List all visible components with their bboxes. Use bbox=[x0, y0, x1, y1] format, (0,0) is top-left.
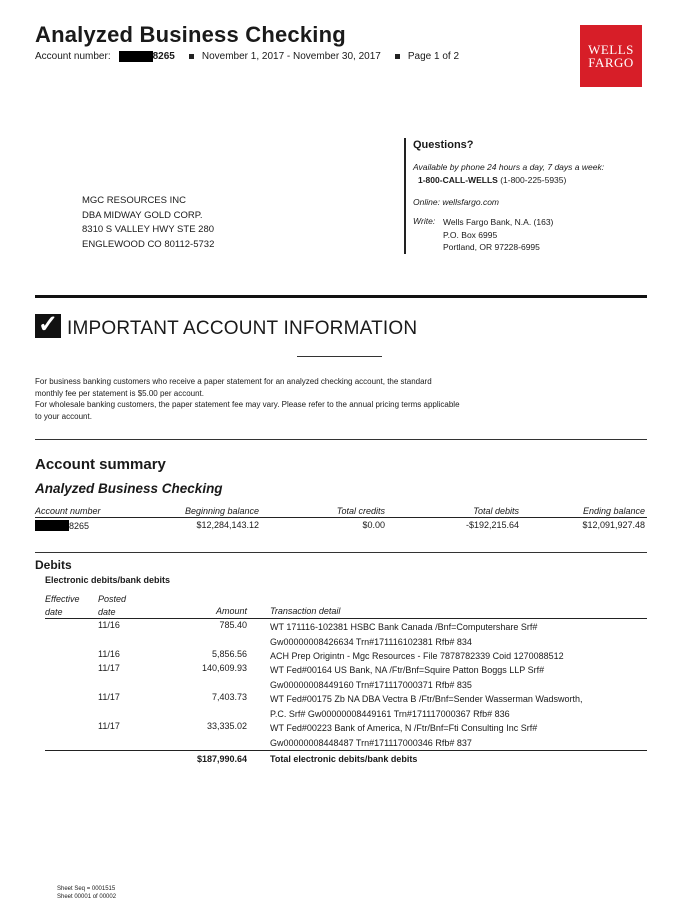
divider bbox=[35, 552, 647, 553]
amount: 7,403.73 bbox=[211, 692, 247, 702]
write-label: Write: bbox=[413, 216, 436, 226]
info-line: to your account. bbox=[35, 411, 92, 421]
write-line: Wells Fargo Bank, N.A. (163) bbox=[443, 217, 554, 227]
detail-line: Gw00000008449160 Trn#171117000371 Rfb# 835 bbox=[270, 679, 472, 690]
sheet-count: Sheet 00001 of 00002 bbox=[57, 893, 117, 900]
total-amount: $187,990.64 bbox=[196, 754, 247, 764]
summary-ending: $12,091,927.48 bbox=[582, 520, 645, 530]
debits-table bbox=[45, 592, 647, 765]
info-line: monthly fee per statement is $5.00 per account. bbox=[35, 388, 204, 398]
header-beginning-balance: Beginning balance bbox=[184, 506, 259, 516]
table-row bbox=[45, 721, 647, 750]
phone-number: (1-800-225-5935) bbox=[500, 175, 567, 185]
amount: 33,335.02 bbox=[206, 721, 247, 731]
detail-line: Gw00000008448487 Trn#171117000346 Rfb# 837 bbox=[270, 737, 472, 748]
posted-date: 11/16 bbox=[98, 649, 120, 659]
header-account-number: Account number bbox=[35, 506, 101, 516]
summary-beginning: $12,284,143.12 bbox=[196, 520, 259, 530]
summary-account-suffix: 8265 bbox=[69, 521, 90, 531]
info-line: For business banking customers who receive a paper statement for an analyzed checking account, the standard bbox=[35, 377, 432, 386]
debits-table-header bbox=[45, 592, 647, 619]
table-row bbox=[45, 620, 647, 649]
detail-line: ACH Prep Origintn - Mgc Resources - File 7878782339 Coid 1270088512 bbox=[270, 651, 564, 661]
header-transaction-detail: Transaction detail bbox=[270, 606, 341, 616]
amount: 5,856.56 bbox=[211, 649, 247, 659]
posted-date: 11/17 bbox=[98, 692, 120, 702]
amount: 140,609.93 bbox=[201, 663, 247, 673]
debits-subtitle: Electronic debits/bank debits bbox=[45, 575, 171, 585]
logo-line1: WELLS bbox=[588, 42, 634, 57]
header-total-debits: Total debits bbox=[473, 506, 519, 516]
table-row bbox=[45, 663, 647, 692]
questions-title: Questions? bbox=[413, 139, 474, 151]
mailing-address bbox=[82, 194, 214, 252]
summary-account bbox=[35, 520, 89, 531]
header-posted-date: Posted date bbox=[98, 594, 127, 617]
detail-line: WT Fed#00164 US Bank, NA /Ftr/Bnf=Squire Patton Boggs LLP Srf# bbox=[270, 665, 545, 675]
questions-online bbox=[413, 197, 663, 207]
address-line: MGC RESOURCES INC bbox=[82, 195, 186, 206]
account-summary-subtitle: Analyzed Business Checking bbox=[35, 481, 223, 496]
header-effective-date: Effective date bbox=[45, 594, 80, 617]
important-text bbox=[35, 376, 515, 422]
bullet-square-icon bbox=[189, 54, 194, 59]
questions-availability: Available by phone 24 hours a day, 7 days a week: bbox=[413, 162, 605, 172]
online-link[interactable]: wellsfargo.com bbox=[442, 197, 499, 207]
posted-date: 11/17 bbox=[98, 721, 120, 731]
summary-debits: -$192,215.64 bbox=[465, 520, 519, 530]
checkmark-icon: ✓ bbox=[35, 314, 61, 338]
summary-row bbox=[35, 520, 647, 532]
total-label: Total electronic debits/bank debits bbox=[270, 754, 418, 764]
phone-bold: 1-800-CALL-WELLS bbox=[418, 175, 498, 185]
logo-line2: FARGO bbox=[588, 55, 634, 70]
summary-credits: $0.00 bbox=[362, 520, 385, 530]
posted-date: 11/17 bbox=[98, 663, 120, 673]
online-label: Online: bbox=[413, 197, 440, 207]
questions-phone bbox=[418, 175, 663, 185]
write-line: Portland, OR 97228-6995 bbox=[443, 242, 540, 252]
account-label: Account number: bbox=[35, 51, 111, 62]
detail-line: P.C. Srf# Gw00000008449161 Trn#171117000367 Rfb# 836 bbox=[270, 708, 510, 719]
debits-total-row bbox=[45, 750, 647, 765]
write-line: P.O. Box 6995 bbox=[443, 229, 498, 240]
short-divider bbox=[297, 356, 382, 357]
statement-title: Analyzed Business Checking bbox=[35, 22, 346, 47]
address-line: 8310 S VALLEY HWY STE 280 bbox=[82, 224, 215, 235]
debits-title: Debits bbox=[35, 558, 72, 572]
amount: 785.40 bbox=[219, 620, 247, 630]
address-line: DBA MIDWAY GOLD CORP. bbox=[82, 209, 203, 221]
summary-header bbox=[35, 506, 647, 518]
detail-line: WT Fed#00223 Bank of America, N /Ftr/Bnf=Fti Consulting Inc Srf# bbox=[270, 723, 538, 733]
redaction-bar bbox=[35, 520, 69, 531]
info-line: For wholesale banking customers, the paper statement fee may vary. Please refer to the annual pricing terms applicable bbox=[35, 400, 460, 409]
table-row bbox=[45, 692, 647, 721]
posted-date: 11/16 bbox=[98, 620, 120, 630]
sheet-footer bbox=[57, 886, 116, 901]
divider bbox=[35, 439, 647, 440]
questions-box bbox=[404, 138, 663, 254]
account-suffix: 8265 bbox=[152, 51, 175, 62]
detail-line: WT 171116-102381 HSBC Bank Canada /Bnf=Computershare Srf# bbox=[270, 622, 538, 632]
detail-line: WT Fed#00175 Zb NA DBA Vectra B /Ftr/Bnf=Sender Wasserman Wadsworth, bbox=[270, 694, 583, 704]
address-line: ENGLEWOOD CO 80112-5732 bbox=[82, 238, 215, 250]
sheet-seq: Sheet Seq = 0001515 bbox=[57, 886, 116, 892]
page-indicator: Page 1 of 2 bbox=[407, 51, 460, 62]
bullet-square-icon bbox=[395, 54, 400, 59]
account-summary-title: Account summary bbox=[35, 456, 166, 473]
wells-fargo-logo bbox=[580, 25, 642, 87]
account-line bbox=[35, 51, 459, 62]
redaction-bar bbox=[119, 51, 153, 62]
statement-period: November 1, 2017 - November 30, 2017 bbox=[201, 51, 381, 62]
detail-line: Gw00000008426634 Trn#171116102381 Rfb# 834 bbox=[270, 636, 472, 647]
header-total-credits: Total credits bbox=[336, 506, 385, 516]
table-row bbox=[45, 649, 647, 663]
section-divider bbox=[35, 295, 647, 298]
header-amount: Amount bbox=[215, 606, 247, 616]
questions-write bbox=[413, 216, 663, 254]
header-ending-balance: Ending balance bbox=[582, 506, 645, 516]
important-heading: IMPORTANT ACCOUNT INFORMATION bbox=[67, 318, 418, 339]
